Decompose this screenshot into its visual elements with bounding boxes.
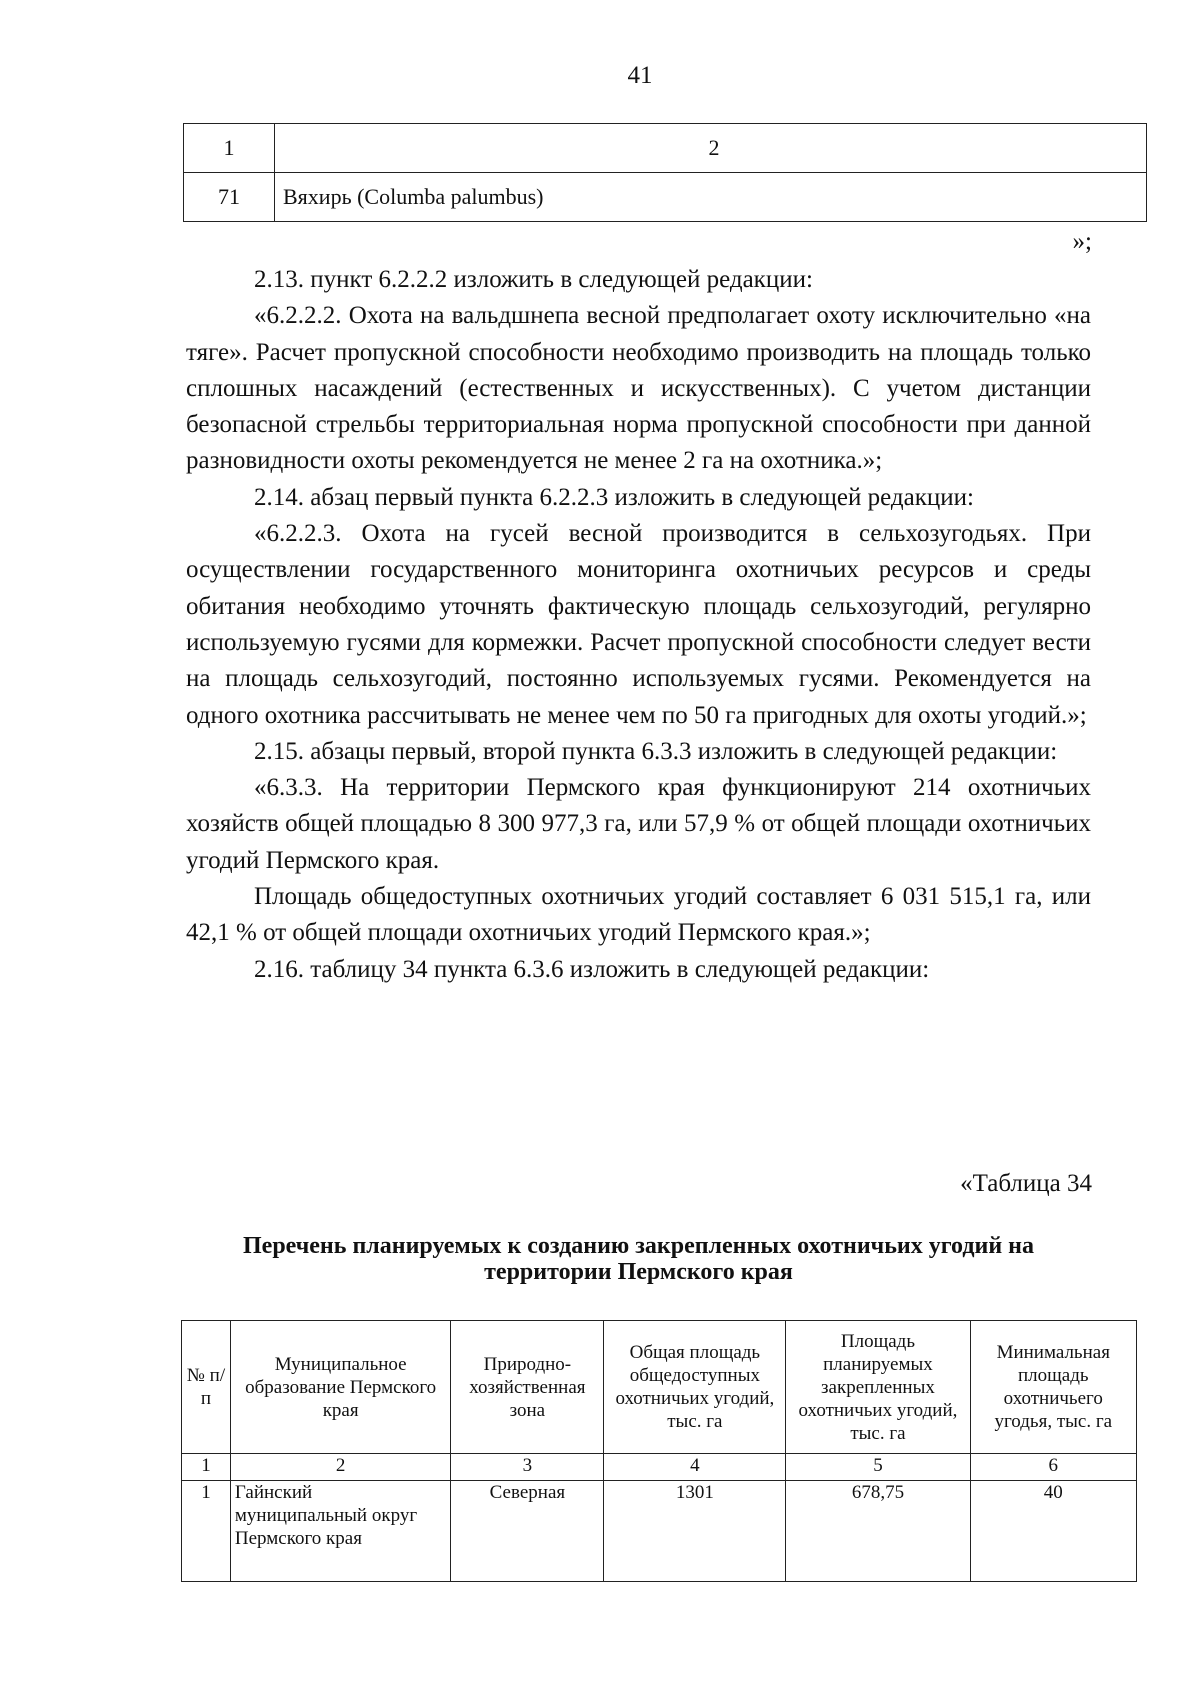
paragraph-6-2-2-2: «6.2.2.2. Охота на вальдшнепа весной предполагает охоту исключительно «на тяге». Расчет пропускной способности необходимо производить на площадь только сплошных насаждений (естественных и искусственных). С учетом дистанции безопасной стрельбы территориальная норма пропускной способности при данной разновидности охоты рекомендуется не менее 2 га на охотника.»; xyxy=(186,302,1091,475)
paragraph-6-3-3: «6.3.3. На территории Пермского края функционируют 214 охотничьих хозяйств общей площадью 8 300 977,3 га, или 57,9 % от общей площади охотничьих угодий Пермского края. xyxy=(186,774,1091,874)
table-header-row xyxy=(184,124,1147,173)
document-body xyxy=(186,262,1091,988)
table-header-row xyxy=(182,1321,1137,1454)
paragraph-2-16: 2.16. таблицу 34 пункта 6.3.6 изложить в следующей редакции: xyxy=(254,955,930,983)
table-title: Перечень планируемых к созданию закрепленных охотничьих угодий на территории Пермского края xyxy=(243,1233,1034,1285)
column-number-cell: 5 xyxy=(786,1454,970,1481)
column-numbers-row xyxy=(182,1454,1137,1481)
zone-cell: Северная xyxy=(451,1481,604,1582)
row-number-cell: 1 xyxy=(182,1481,231,1582)
header-cell-planned-area: Площадь планируемых закрепленных охотничьих угодий, тыс. га xyxy=(786,1321,970,1454)
planned-hunting-grounds-table xyxy=(181,1320,1137,1582)
row-number-cell: 71 xyxy=(184,173,275,222)
table-row xyxy=(184,173,1147,222)
page-number: 41 xyxy=(627,62,653,89)
planned-area-cell: 678,75 xyxy=(786,1481,970,1582)
column-number-cell: 1 xyxy=(182,1454,231,1481)
total-area-cell: 1301 xyxy=(604,1481,786,1582)
species-table xyxy=(183,123,1147,222)
municipality-cell: Гайнский муниципальный округ Пермского края xyxy=(230,1481,451,1582)
column-number-cell: 3 xyxy=(451,1454,604,1481)
column-number-cell: 2 xyxy=(275,124,1147,173)
closing-quote: »; xyxy=(1072,228,1092,255)
paragraph-2-14: 2.14. абзац первый пункта 6.2.2.3 изложить в следующей редакции: xyxy=(254,483,974,511)
species-name-cell: Вяхирь (Columba palumbus) xyxy=(275,173,1147,222)
header-cell-municipality: Муниципальное образование Пермского края xyxy=(230,1321,451,1454)
table-caption: «Таблица 34 xyxy=(960,1170,1092,1197)
paragraph-2-15: 2.15. абзацы первый, второй пункта 6.3.3 изложить в следующей редакции: xyxy=(254,737,1058,765)
paragraph-public-area: Площадь общедоступных охотничьих угодий составляет 6 031 515,1 га, или 42,1 % от общей площади охотничьих угодий Пермского края.»; xyxy=(186,883,1091,947)
header-cell-min-area: Минимальная площадь охотничьего угодья, тыс. га xyxy=(970,1321,1136,1454)
paragraph-2-13: 2.13. пункт 6.2.2.2 изложить в следующей редакции: xyxy=(254,266,813,293)
header-cell-number: № п/п xyxy=(182,1321,231,1454)
column-number-cell: 6 xyxy=(970,1454,1136,1481)
column-number-cell: 1 xyxy=(184,124,275,173)
header-cell-zone: Природно-хозяйственная зона xyxy=(451,1321,604,1454)
header-cell-total-area: Общая площадь общедоступных охотничьих угодий, тыс. га xyxy=(604,1321,786,1454)
min-area-cell: 40 xyxy=(970,1481,1136,1582)
table-row xyxy=(182,1481,1137,1582)
paragraph-6-2-2-3: «6.2.2.3. Охота на гусей весной производится в сельхозугодьях. При осуществлении государственного мониторинга охотничьих ресурсов и среды обитания необходимо уточнять фактическую площадь сельхозугодий, регулярно используемую гусями для кормежки. Расчет пропускной способности следует вести на площадь сельхозугодий, постоянно используемых гусями. Рекомендуется на одного охотника рассчитывать не менее чем по 50 га пригодных для охоты угодий.»; xyxy=(186,520,1091,729)
column-number-cell: 2 xyxy=(230,1454,451,1481)
column-number-cell: 4 xyxy=(604,1454,786,1481)
